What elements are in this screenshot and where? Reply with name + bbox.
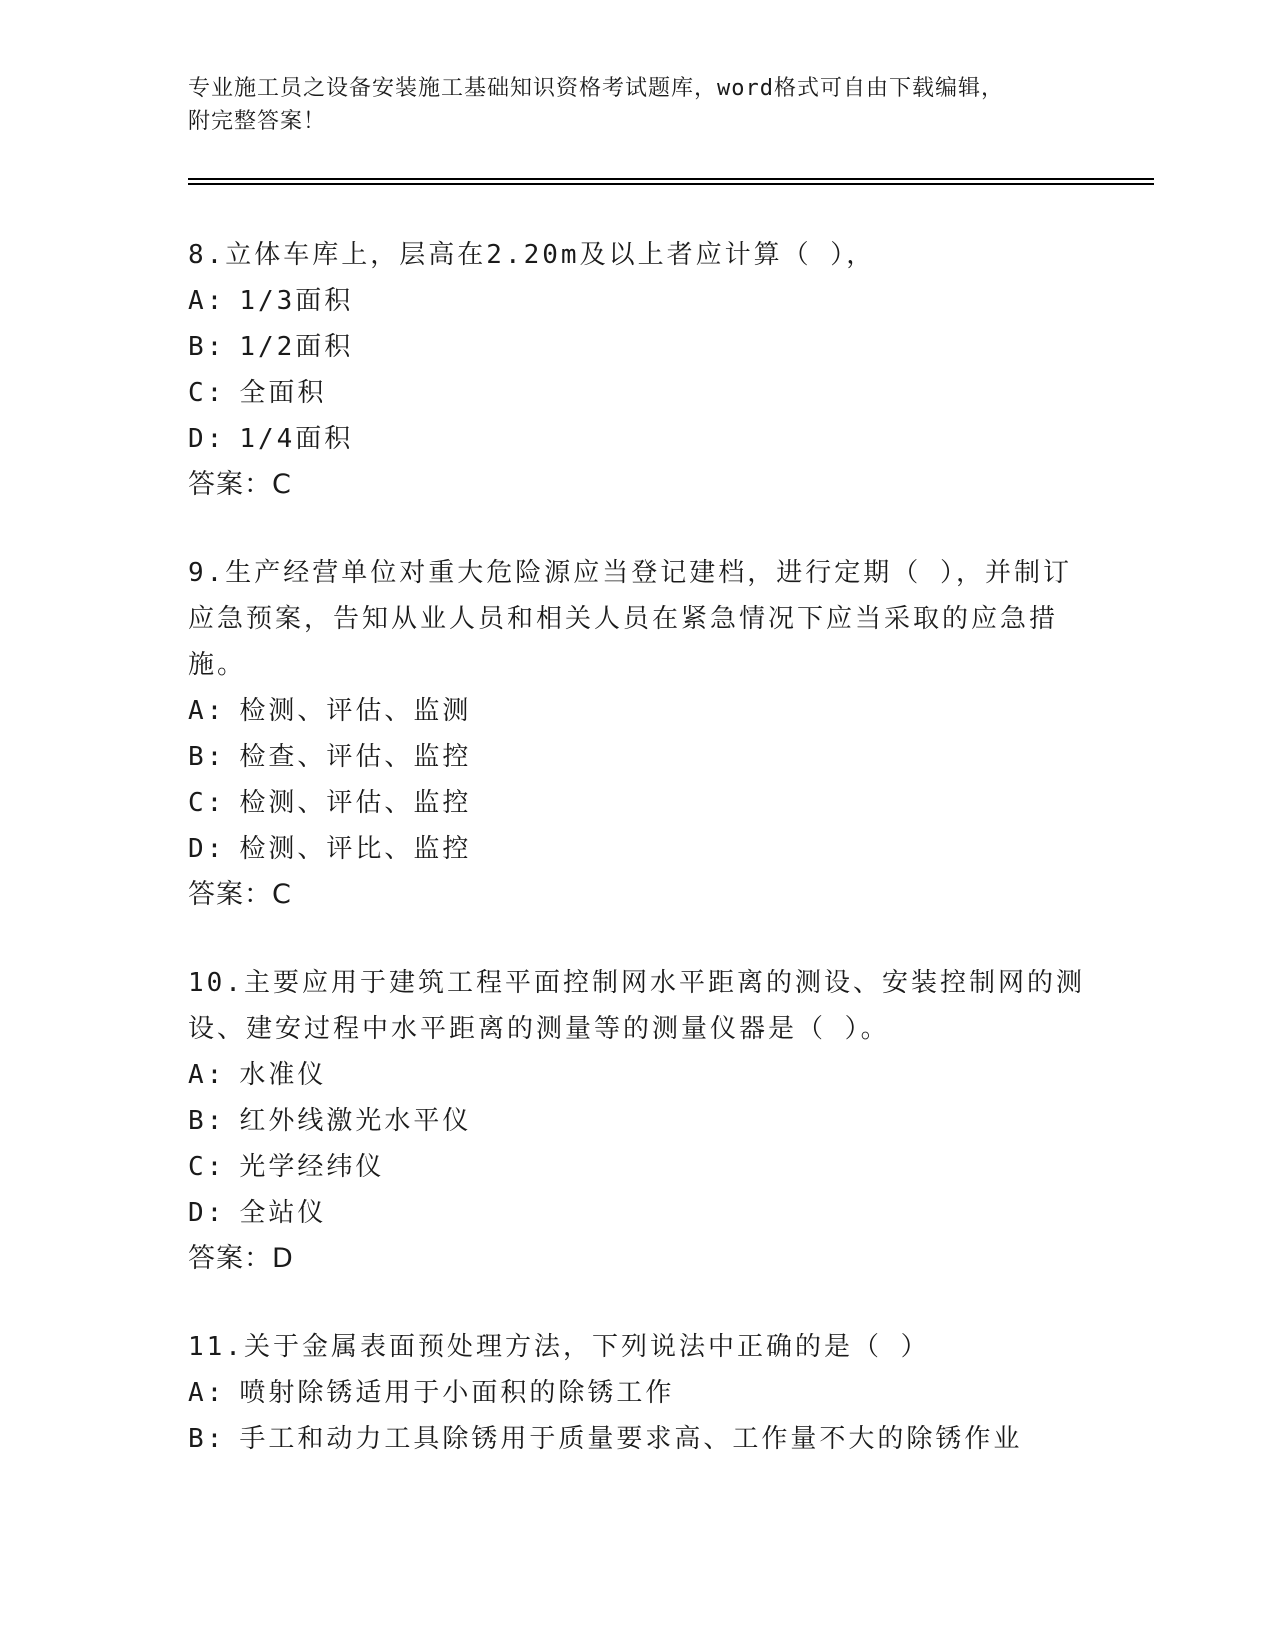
option-text: 手工和动力工具除锈用于质量要求高、工作量不大的除锈作业: [239, 1424, 1023, 1454]
option-key: B:: [188, 332, 226, 362]
header-divider-bottom: [188, 183, 1154, 185]
option-b: [188, 1416, 1088, 1462]
option-text: 水准仪: [239, 1060, 327, 1090]
question-item: [188, 1324, 1088, 1462]
option-key: B:: [188, 742, 226, 772]
option-key: C:: [188, 378, 226, 408]
option-key: A:: [188, 286, 226, 316]
option-key: A:: [188, 1378, 226, 1408]
option-a: [188, 688, 1088, 734]
option-key: D:: [188, 1198, 226, 1228]
option-b: [188, 1098, 1088, 1144]
option-a: [188, 1370, 1088, 1416]
option-b: [188, 734, 1088, 780]
question-item: [188, 550, 1088, 918]
option-a: [188, 1052, 1088, 1098]
option-text: 喷射除锈适用于小面积的除锈工作: [239, 1378, 675, 1408]
option-key: B:: [188, 1424, 226, 1454]
option-key: D:: [188, 424, 226, 454]
option-d: [188, 826, 1088, 872]
option-text: 全站仪: [239, 1198, 327, 1228]
option-key: A:: [188, 1060, 226, 1090]
document-header: [188, 72, 1068, 138]
option-text: 1/4面积: [239, 424, 354, 454]
option-key: C:: [188, 788, 226, 818]
option-d: [188, 1190, 1088, 1236]
option-key: A:: [188, 696, 226, 726]
option-text: 光学经纬仪: [239, 1152, 385, 1182]
question-text: 9.生产经营单位对重大危险源应当登记建档，进行定期（ ），并制订应急预案，告知从业人员和相关人员在紧急情况下应当采取的应急措施。: [188, 558, 1072, 680]
option-c: [188, 1144, 1088, 1190]
option-text: 1/2面积: [239, 332, 354, 362]
option-text: 检测、评估、监测: [239, 696, 472, 726]
option-text: 检查、评估、监控: [239, 742, 472, 772]
option-text: 检测、评比、监控: [239, 834, 472, 864]
header-line-1: 专业施工员之设备安装施工基础知识资格考试题库，word格式可自由下载编辑，: [188, 76, 1004, 101]
question-item: [188, 232, 1088, 508]
option-text: 检测、评估、监控: [239, 788, 472, 818]
option-c: [188, 780, 1088, 826]
option-c: [188, 370, 1088, 416]
question-text: 8.立体车库上，层高在2.20m及以上者应计算（ ），: [188, 240, 876, 270]
answer-line: 答案：D: [188, 1243, 294, 1274]
option-key: D:: [188, 834, 226, 864]
header-divider-top: [188, 178, 1154, 180]
question-list: [188, 232, 1088, 1504]
answer-line: 答案：C: [188, 469, 292, 500]
header-line-2: 附完整答案！: [188, 109, 327, 134]
option-key: C:: [188, 1152, 226, 1182]
option-key: B:: [188, 1106, 226, 1136]
question-text: 11.关于金属表面预处理方法，下列说法中正确的是（ ）: [188, 1332, 930, 1362]
option-b: [188, 324, 1088, 370]
answer-line: 答案：C: [188, 879, 292, 910]
option-text: 1/3面积: [239, 286, 354, 316]
option-a: [188, 278, 1088, 324]
option-text: 红外线激光水平仪: [239, 1106, 472, 1136]
question-item: [188, 960, 1088, 1282]
option-d: [188, 416, 1088, 462]
option-text: 全面积: [239, 378, 327, 408]
question-text: 10.主要应用于建筑工程平面控制网水平距离的测设、安装控制网的测设、建安过程中水平距离的测量等的测量仪器是（ ）。: [188, 968, 1085, 1044]
